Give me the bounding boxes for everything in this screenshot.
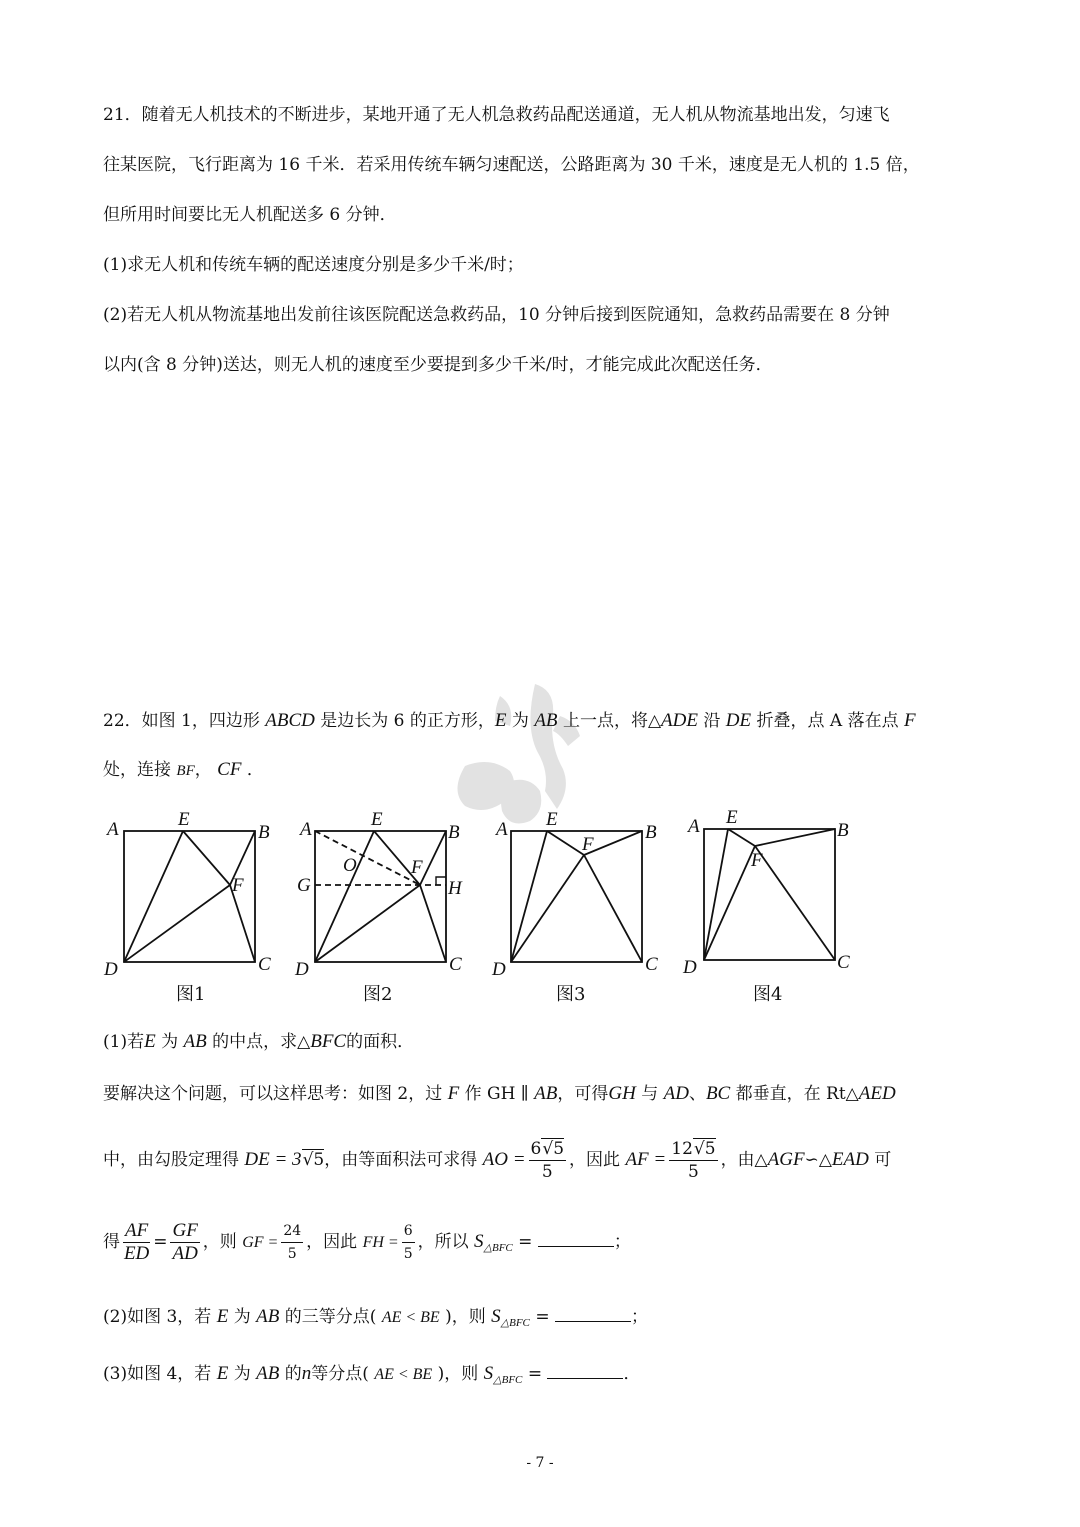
fh-value-fraction: $\frac{6}{5}$ — [402, 1220, 415, 1265]
gf-value-fraction: $\frac{24}{5}$ — [281, 1220, 303, 1265]
q22-part-1: (1)若E 为 AB 的中点，求△BFC的面积． — [103, 1031, 415, 1052]
fig3-label-d: D — [492, 959, 506, 980]
fig2-label-f: F — [411, 857, 423, 878]
gf-ad-fraction: $\frac{GF}{AD}$ — [172, 1220, 198, 1264]
fig2-label-c: C — [449, 954, 462, 975]
af-ed-fraction: $\frac{AF}{ED}$ — [123, 1220, 150, 1264]
fig1-label-f: F — [232, 875, 244, 896]
fig3-label-f: F — [582, 834, 594, 855]
answer-blank-2[interactable] — [555, 1305, 631, 1322]
q22-hint-line-2: 中，由勾股定理得 DE = 3√5，由等面积法可求得 AO = $\frac{6√5}{5}$ ，因此 AF = $\frac{12√5}{5}$ ，由△AGF∽△EAD 可 — [103, 1139, 892, 1182]
q21-part-2-line-2: 以内(含 8 分钟)送达，则无人机的速度至少要提到多少千米/时，才能完成此次配送任务． — [103, 355, 773, 375]
fig3-caption: 图3 — [556, 984, 586, 1005]
fig2-caption: 图2 — [363, 984, 393, 1005]
fig2-right-angle — [436, 877, 446, 885]
fig2-label-b: B — [448, 822, 460, 843]
fig1-label-c: C — [258, 954, 271, 975]
fig2-de — [315, 831, 374, 962]
fig2-af — [315, 831, 420, 885]
fig3-df — [511, 855, 584, 962]
q22-hint-line-1: 要解决这个问题，可以这样思考：如图 2，过 F 作 GH ∥ AB，可得GH 与 AD、BC 都垂直，在 Rt△AED — [103, 1083, 896, 1104]
fig1-df — [124, 885, 230, 962]
fig4-caption: 图4 — [753, 984, 783, 1005]
fig1-label-b: B — [258, 822, 270, 843]
af-fraction: $\frac{12√5}{5}$ — [671, 1139, 716, 1182]
page-number: - 7 - — [526, 1455, 554, 1471]
fig3-cf — [584, 855, 642, 962]
fig4-bf — [755, 829, 835, 846]
fig4-cf — [755, 846, 835, 960]
fig2-label-g: G — [297, 875, 311, 896]
q21-line-1: 21．随着无人机技术的不断进步，某地开通了无人机急救药品配送通道，无人机从物流基地出发，匀速飞 — [103, 105, 890, 125]
q21-part-1: (1)求无人机和传统车辆的配送速度分别是多少千米/时； — [103, 255, 524, 275]
fig4-label-f: F — [751, 850, 763, 871]
q22-hint-line-3: 得 $\frac{AF}{ED}$ = $\frac{GF}{AD}$ ，则 GF = $\frac{24}{5}$ ，因此 FH = $\frac{6}{5}$ ，所以 $S_{\triangle BFC}$ = ； — [103, 1220, 631, 1264]
ao-fraction: $\frac{6√5}{5}$ — [530, 1139, 565, 1182]
fig2-label-d: D — [295, 959, 309, 980]
figures-diagram — [95, 805, 875, 1015]
fig4-label-c: C — [837, 952, 850, 973]
q22-part-2: (2)如图 3，若 E 为 AB 的三等分点( AE < BE )，则 $S_{\triangle BFC}$ = ； — [103, 1306, 648, 1329]
fig3-ef — [547, 831, 584, 855]
q22-part-3: (3)如图 4，若 E 为 AB 的n等分点( AE < BE )，则 $S_{\triangle BFC}$ = ． — [103, 1363, 641, 1386]
q21-line-3: 但所用时间要比无人机配送多 6 分钟． — [103, 205, 397, 225]
fig1-label-a: A — [107, 819, 119, 840]
fig1-label-d: D — [104, 959, 118, 980]
fig1-square — [124, 831, 255, 962]
fig3-de — [511, 831, 547, 962]
fig4-ef — [728, 829, 755, 846]
fig3-label-a: A — [496, 819, 508, 840]
fig1-caption: 图1 — [176, 984, 206, 1005]
fig2-df — [315, 885, 420, 962]
fig4-label-e: E — [726, 807, 738, 828]
fig1-de — [124, 831, 183, 962]
fig2-square — [315, 831, 446, 962]
fig1-ef — [183, 831, 230, 885]
fig1-label-e: E — [178, 809, 190, 830]
fig3-label-e: E — [546, 809, 558, 830]
fig2-cf — [420, 885, 446, 962]
fig3-label-b: B — [645, 822, 657, 843]
fig2-label-h: H — [448, 878, 462, 899]
answer-blank-1[interactable] — [538, 1230, 614, 1247]
q22-intro-line-1: 22．如图 1，四边形 ABCD 是边长为 6 的正方形，E 为 AB 上一点，将△ADE 沿 DE 折叠，点 A 落在点 F — [103, 710, 916, 731]
fig4-label-a: A — [688, 816, 700, 837]
fig4-df — [704, 846, 755, 960]
q21-part-2-line-1: (2)若无人机从物流基地出发前往该医院配送急救药品，10 分钟后接到医院通知，急救药品需要在 8 分钟 — [103, 305, 890, 325]
fig2-label-o: O — [343, 855, 357, 876]
answer-blank-3[interactable] — [547, 1362, 623, 1379]
fig4-de — [704, 829, 728, 960]
q21-line-2: 往某医院，飞行距离为 16 千米．若采用传统车辆匀速配送，公路距离为 30 千米，速度是无人机的 1.5 倍， — [103, 155, 920, 175]
fig4-label-b: B — [837, 820, 849, 841]
fig2-label-a: A — [300, 819, 312, 840]
fig2-label-e: E — [371, 809, 383, 830]
fig3-label-c: C — [645, 954, 658, 975]
fig1-cf — [230, 885, 255, 962]
fig4-label-d: D — [683, 957, 697, 978]
q22-intro-line-2: 处，连接 BF， CF ． — [103, 759, 264, 780]
